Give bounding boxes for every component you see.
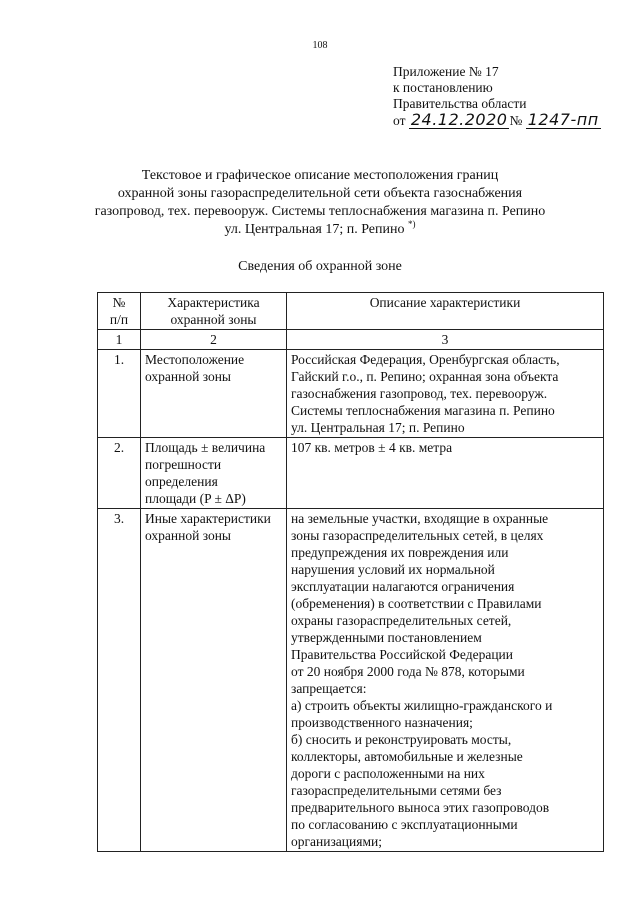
row-num: 1. bbox=[98, 350, 141, 438]
table-row bbox=[98, 438, 604, 509]
date-prefix: от bbox=[393, 113, 406, 128]
table-header-row bbox=[98, 293, 604, 330]
header-num: № п/п bbox=[98, 293, 141, 330]
index-cell: 2 bbox=[141, 330, 287, 350]
title-line bbox=[90, 221, 550, 239]
row-characteristic: Иные характеристики охранной зоны bbox=[141, 509, 287, 852]
table-index-row bbox=[98, 330, 604, 350]
row-description: 107 кв. метров ± 4 кв. метра bbox=[287, 438, 604, 509]
row-characteristic: Площадь ± величина погрешности определения площади (P ± ΔP) bbox=[141, 438, 287, 509]
page-number: 108 bbox=[312, 40, 328, 51]
appendix-title: Приложение № 17 bbox=[393, 64, 499, 79]
document-title bbox=[90, 167, 550, 239]
title-line: газопровод, тех. перевооруж. Системы теплоснабжения магазина п. Репино bbox=[94, 204, 546, 219]
title-line: охранной зоны газораспределительной сети объекта газоснабжения bbox=[117, 186, 523, 201]
handwritten-date: 24.12.2020 bbox=[410, 110, 508, 129]
appendix-block bbox=[393, 64, 601, 129]
row-description: Российская Федерация, Оренбургская область, Гайский г.о., п. Репино; охранная зона объекта газоснабжения газопровод, тех. перевооруж. Системы теплоснабжения магазина п. Репино ул. Центральная 17; п. Репино bbox=[287, 350, 604, 438]
row-description: на земельные участки, входящие в охранные зоны газораспределительных сетей, в целях предупреждения их повреждения или нарушения условий их нормальной эксплуатации налагаются ограничения (обременения) в соответствии с Правилами охраны газораспределительных сетей, утвержденными постановлением Правительства Российской Федерации от 20 ноября 2000 года № 878, которыми запрещается: а) строить объекты жилищно-гражданского и производственного назначения; б) сносить и реконструировать мосты, коллекторы, автомобильные и железные дороги с расположенными на них газораспределительными сетями без предварительного выноса этих газопроводов по согласованию с эксплуатационными организациями; bbox=[287, 509, 604, 852]
header-characteristic: Характеристика охранной зоны bbox=[141, 293, 287, 330]
header-description: Описание характеристики bbox=[287, 293, 604, 330]
row-characteristic: Местоположение охранной зоны bbox=[141, 350, 287, 438]
number-prefix: № bbox=[509, 113, 523, 128]
protection-zone-table bbox=[97, 292, 604, 852]
index-cell: 1 bbox=[98, 330, 141, 350]
title-line-text: ул. Центральная 17; п. Репино bbox=[224, 222, 405, 237]
handwritten-number: 1247-пп bbox=[527, 110, 599, 129]
row-num: 2. bbox=[98, 438, 141, 509]
index-cell: 3 bbox=[287, 330, 604, 350]
appendix-date-number bbox=[393, 112, 601, 129]
section-subtitle: Сведения об охранной зоне bbox=[238, 259, 402, 274]
appendix-authority: Правительства области bbox=[393, 96, 527, 111]
table-row bbox=[98, 509, 604, 852]
title-line: Текстовое и графическое описание местоположения границ bbox=[141, 168, 499, 183]
footnote-mark: *) bbox=[408, 219, 416, 229]
row-num: 3. bbox=[98, 509, 141, 852]
table-row bbox=[98, 350, 604, 438]
appendix-reference: к постановлению bbox=[393, 80, 493, 95]
